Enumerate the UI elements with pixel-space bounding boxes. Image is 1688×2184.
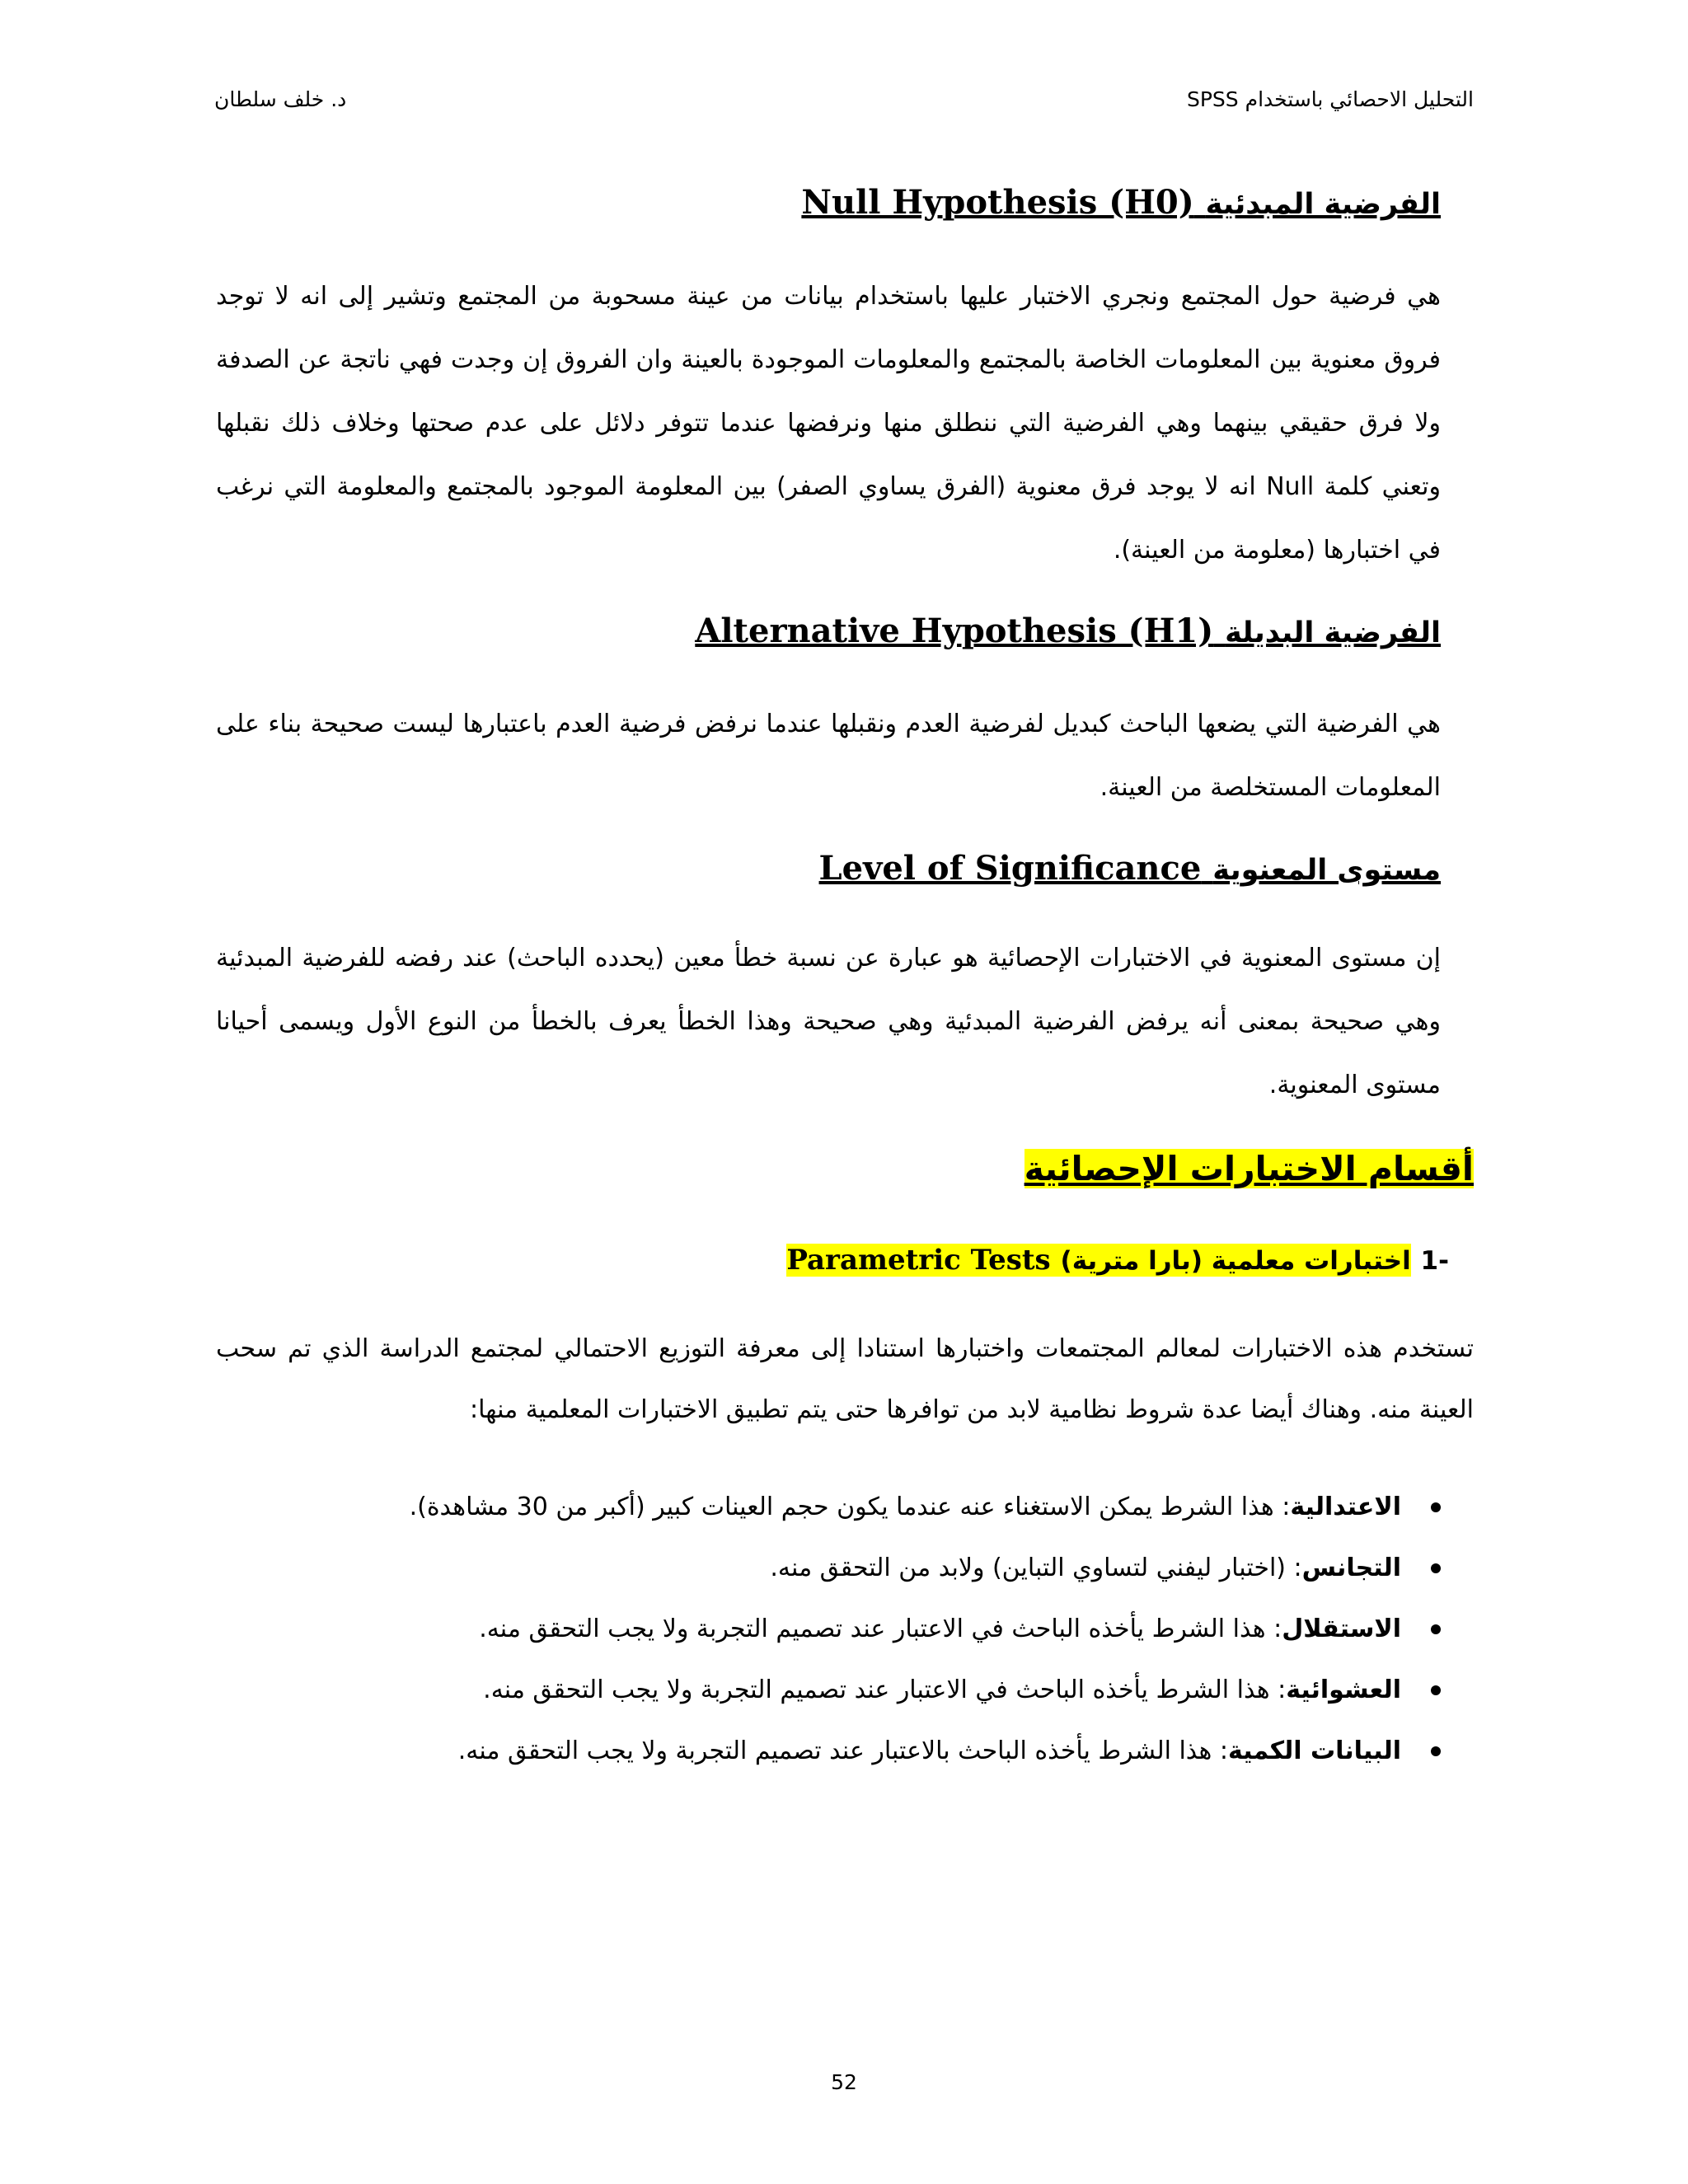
bullet-icon xyxy=(1431,1624,1441,1634)
significance-heading-ar: مستوى المعنوية xyxy=(1212,854,1441,887)
alternative-hypothesis-heading xyxy=(695,612,1441,650)
conditions-list xyxy=(287,1477,1441,1782)
header-title: التحليل الاحصائي باستخدام SPSS xyxy=(1186,87,1474,111)
significance-text: إن مستوى المعنوية في الاختبارات الإحصائية هو عبارة عن نسبة خطأ معين (يحدده الباحث) عند رفضه للفرضية المبدئية وهي صحيحة بمعنى أنه يرفض الفرضية المبدئية وهي صحيحة وهذا الخطأ يعرف بالخطأ من النوع الأول ويسمى أحيانا مستوى المعنوية. xyxy=(216,944,1441,1099)
significance-heading-en: Level of Significance xyxy=(818,849,1202,888)
significance-heading xyxy=(819,849,1441,888)
null-hypothesis-heading xyxy=(801,183,1441,222)
condition-term: الاستقلال xyxy=(1282,1615,1401,1643)
bullet-icon xyxy=(1431,1502,1441,1512)
condition-desc: : هذا الشرط يأخذه الباحث في الاعتبار عند تصميم التجربة ولا يجب التحقق منه. xyxy=(483,1675,1287,1704)
condition-term: التجانس xyxy=(1301,1554,1401,1582)
parametric-text: تستخدم هذه الاختبارات لمعالم المجتمعات واختبارها استنادا إلى معرفة التوزيع الاحتمالي لمجتمع الدراسة الذي تم سحب العينة منه. وهناك أيضا عدة شروط نظامية لابد من توافرها حتى يتم تطبيق الاختبارات المعلمية منها: xyxy=(216,1334,1474,1424)
bullet-icon xyxy=(1431,1563,1441,1573)
condition-desc: : هذا الشرط يمكن الاستغناء عنه عندما يكون حجم العينات كبير (أكبر من 30 مشاهدة). xyxy=(409,1493,1291,1521)
condition-term: الاعتدالية xyxy=(1290,1493,1401,1521)
condition-item xyxy=(287,1721,1441,1782)
null-hypothesis-text: هي فرضية حول المجتمع ونجري الاختبار عليها باستخدام بيانات من عينة مسحوبة من المجتمع وتشير إلى انه لا توجد فروق معنوية بين المعلومات الخاصة بالمجتمع والمعلومات الموجودة بالعينة وان الفروق إن وجدت فهي ناتجة عن الصدفة ولا فرق حقيقي بينهما وهي الفرضية التي ننطلق منها ونرفضها عندما تتوفر دلائل على عدم صحتها وخلاف ذلك نقبلها وتعني كلمة Null انه لا يوجد فرق معنوية (الفرق يساوي الصفر) بين المعلومة الموجود بالمجتمع والمعلومة التي نرغب في اختبارها (معلومة من العينة). xyxy=(216,282,1441,565)
null-hypothesis-heading-ar: الفرضية المبدئية xyxy=(1205,188,1441,221)
condition-term: البيانات الكمية xyxy=(1228,1736,1401,1765)
alternative-hypothesis-heading-ar: الفرضية البديلة xyxy=(1225,616,1441,649)
bullet-icon xyxy=(1431,1746,1441,1756)
page-number: 52 xyxy=(831,2070,857,2094)
condition-item xyxy=(287,1477,1441,1538)
condition-desc: : (اختبار ليفني لتساوي التباين) ولابد من التحقق منه. xyxy=(770,1554,1302,1582)
alternative-hypothesis-heading-en: Alternative Hypothesis (H1) xyxy=(695,612,1214,650)
condition-desc: : هذا الشرط يأخذه الباحث في الاعتبار عند تصميم التجربة ولا يجب التحقق منه. xyxy=(479,1615,1282,1643)
condition-item xyxy=(287,1599,1441,1660)
parametric-tests-heading xyxy=(786,1244,1449,1277)
parametric-heading-highlight xyxy=(786,1244,1410,1277)
header-author: د. خلف سلطان xyxy=(214,87,347,111)
parametric-number: -1 xyxy=(1420,1246,1449,1276)
test-sections-title xyxy=(1025,1149,1474,1188)
null-hypothesis-heading-en: Null Hypothesis (H0) xyxy=(801,183,1194,222)
condition-desc: : هذا الشرط يأخذه الباحث بالاعتبار عند تصميم التجربة ولا يجب التحقق منه. xyxy=(457,1736,1229,1765)
condition-item xyxy=(287,1538,1441,1599)
condition-term: العشوائية xyxy=(1286,1675,1401,1704)
condition-item xyxy=(287,1660,1441,1721)
test-sections-title-text: أقسام الاختبارات الإحصائية xyxy=(1024,1149,1474,1188)
parametric-heading-ar: اختبارات معلمية (بارا مترية) xyxy=(1060,1246,1411,1276)
bullet-icon xyxy=(1431,1685,1441,1695)
alternative-hypothesis-text: هي الفرضية التي يضعها الباحث كبديل لفرضية العدم ونقبلها عندما نرفض فرضية العدم باعتبارها ليست صحيحة بناء على المعلومات المستخلصة من العينة. xyxy=(216,710,1441,802)
parametric-heading-en: Parametric Tests xyxy=(786,1244,1051,1277)
